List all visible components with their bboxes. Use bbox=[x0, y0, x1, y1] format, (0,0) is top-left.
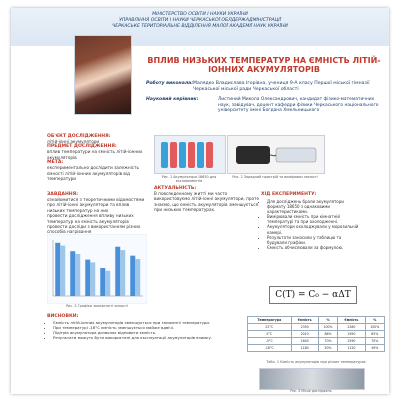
object-label: ОБ'ЄКТ ДОСЛІДЖЕННЯ: bbox=[47, 134, 111, 139]
table-cell: Ємність bbox=[338, 317, 365, 324]
task-item: провести досліди з використанням різних способів нагрівання bbox=[47, 224, 141, 235]
caption-charts: Рис. 3 Графіки залежності ємності bbox=[66, 304, 128, 308]
author-photo bbox=[74, 35, 132, 115]
table-cell: 1640 bbox=[291, 338, 318, 345]
table-cell: 5°C bbox=[248, 331, 292, 338]
table-cell: 1120 bbox=[338, 345, 365, 352]
table-cell: 2010 bbox=[291, 331, 318, 338]
poster bbox=[11, 8, 389, 394]
goal-text: експериментально дослідити залежність ємності літій-іонних акумуляторів від температури bbox=[47, 165, 139, 182]
batteries-image bbox=[154, 135, 226, 174]
experiment-item: • Ємність обчислювали за формулою. bbox=[267, 245, 361, 250]
experiment-list bbox=[261, 199, 361, 250]
table-cell: % bbox=[318, 317, 337, 324]
experiment-label: ХІД ЕКСПЕРИМЕНТУ: bbox=[261, 192, 317, 197]
table-cell: % bbox=[365, 317, 384, 324]
caption-batteries: Рис. 1 Акумулятори 18650 для експериментів bbox=[161, 175, 217, 183]
table-cell: Температура bbox=[248, 317, 292, 324]
table-cell: 70% bbox=[365, 338, 384, 345]
experiment-item: • Результати заносили у таблицю та будували графіки. bbox=[267, 235, 361, 245]
chart-bar bbox=[100, 268, 105, 296]
chart-bar bbox=[55, 243, 60, 296]
table-cell: 1950 bbox=[338, 331, 365, 338]
poster-title: ВПЛИВ НИЗЬКИХ ТЕМПЕРАТУР НА ЄМНІСТЬ ЛІТІЙ-ІОННИХ АКУМУЛЯТОРІВ bbox=[147, 56, 381, 74]
chart-bar bbox=[90, 262, 95, 296]
header-line-3: ЧЕРКАСЬКЕ ТЕРИТОРІАЛЬНЕ ВІДДІЛЕННЯ МАЛОЇ АКАДЕМІЇ НАУК УКРАЇНИ bbox=[112, 24, 288, 29]
capacity-chart bbox=[47, 234, 147, 304]
chart-bar bbox=[120, 250, 125, 296]
table-row bbox=[248, 324, 385, 331]
experiment-panel bbox=[261, 192, 361, 250]
actuality-text: В повсякденному житті ми часто використовуємо літій-іонні акумулятори, проте знаємо, що ємність акумуляторів зменшується при низьких температурах. bbox=[154, 191, 260, 213]
chart-bar bbox=[60, 246, 65, 296]
capacity-formula: C(T) = C₀ − αΔT bbox=[269, 286, 357, 304]
charger-image bbox=[227, 135, 325, 174]
header-line-1: МІНІСТЕРСТВО ОСВІТИ І НАУКИ УКРАЇНИ bbox=[152, 12, 248, 17]
table-cell: 70% bbox=[318, 338, 337, 345]
table-cell: Ємність bbox=[291, 317, 318, 324]
table-cell: 1180 bbox=[291, 345, 318, 352]
chart-bar bbox=[75, 254, 80, 296]
table-cell: 100% bbox=[318, 324, 337, 331]
table-row bbox=[248, 317, 385, 324]
chart-bar bbox=[85, 260, 90, 296]
table-cell: 85% bbox=[365, 331, 384, 338]
table-cell: -5°C bbox=[248, 338, 292, 345]
table-cell: 50% bbox=[318, 345, 337, 352]
conclusions-label: ВИСНОВКИ: bbox=[47, 314, 79, 319]
experiment-item: • Вимірювали ємність при кімнатній температурі та при охолодженні. bbox=[267, 214, 361, 224]
goal-label: МЕТА: bbox=[47, 160, 64, 166]
stand-image bbox=[259, 368, 365, 390]
table-cell: 2280 bbox=[338, 324, 365, 331]
tasks-label: ЗАВДАННЯ: bbox=[47, 192, 79, 197]
caption-table: Табл. 1 Ємність акумуляторів при різних температурах bbox=[266, 360, 366, 364]
chart-bar bbox=[135, 259, 140, 296]
author-text: Малядко Владислава Ігорівна, учениця 9-А класу Першої міської гімназії Черкаської міської ради Черкаської області bbox=[193, 81, 370, 92]
task-item: ознайомитися з теоретичними відомостями про літій-іонні акумулятори та вплив низьких температур на них bbox=[47, 197, 145, 213]
table-cell: 86% bbox=[318, 331, 337, 338]
table-cell: -18°C bbox=[248, 345, 292, 352]
author-label: Роботу виконала: bbox=[146, 81, 194, 86]
table-row bbox=[248, 345, 385, 352]
table-cell: 100% bbox=[365, 324, 384, 331]
caption-stand: Рис. 4 Місце досліджень bbox=[290, 389, 332, 393]
conclusion-item: • Ємність літій-іонних акумуляторів зменшується при зниженні температури. bbox=[53, 321, 235, 326]
conclusion-item: • При температурі -18°C ємність зменшується майже вдвічі. bbox=[53, 326, 235, 331]
table-row bbox=[248, 338, 385, 345]
chart-bar bbox=[70, 251, 75, 296]
table-cell: 49% bbox=[365, 345, 384, 352]
experiment-item: • Для досліджень брали акумулятори формату 18650 з однаковими характеристиками. bbox=[267, 199, 361, 214]
table-cell: 1590 bbox=[338, 338, 365, 345]
conclusion-item: • Підігрів акумулятора дозволяє відновити ємність. bbox=[53, 331, 235, 336]
supervisor-label: Науковий керівник: bbox=[146, 97, 199, 102]
chart-bar bbox=[105, 271, 110, 296]
object-text: літій-іонні акумулятори bbox=[47, 139, 100, 144]
table-cell: 22°C bbox=[248, 324, 292, 331]
chart-bar bbox=[115, 247, 120, 296]
caption-charger: Рис. 2 Зарядний пристрій та вимірювач ємності bbox=[232, 175, 318, 179]
table-cell: 2350 bbox=[291, 324, 318, 331]
research-info bbox=[47, 134, 147, 181]
experiment-item: • Акумулятори охолоджували у морозильній камері. bbox=[267, 224, 361, 234]
actuality-panel bbox=[154, 186, 264, 213]
conclusions-list bbox=[47, 321, 235, 341]
poster-header bbox=[11, 8, 389, 46]
conclusions-panel bbox=[47, 314, 235, 341]
batteries-drawing bbox=[155, 136, 225, 173]
table-row bbox=[248, 331, 385, 338]
task-item: провести дослідження впливу низьких температур на ємність акумуляторів bbox=[47, 213, 134, 224]
actuality-label: АКТУАЛЬНІСТЬ: bbox=[154, 186, 197, 191]
subject-label: ПРЕДМЕТ ДОСЛІДЖЕННЯ: bbox=[47, 144, 117, 150]
capacity-table bbox=[247, 316, 385, 352]
supervisor-text: Листиний Микола Олександрович, кандидат фізико-математичних наук, завідувач, доцент кафедри фізики Черкаського національного університету імені Богдана Хмельницького bbox=[218, 97, 379, 114]
conclusion-item: • Результати можуть бути використані для експлуатації акумуляторів взимку. bbox=[53, 336, 235, 341]
subject-text: вплив температури на ємність літій-іонних акумуляторів bbox=[47, 149, 143, 160]
chart-bar bbox=[130, 256, 135, 296]
header-line-2: УПРАВЛІННЯ ОСВІТИ І НАУКИ ЧЕРКАСЬКОЇ ОБЛДЕРЖАДМІНІСТРАЦІЇ bbox=[119, 18, 281, 23]
charger-drawing bbox=[228, 136, 324, 173]
